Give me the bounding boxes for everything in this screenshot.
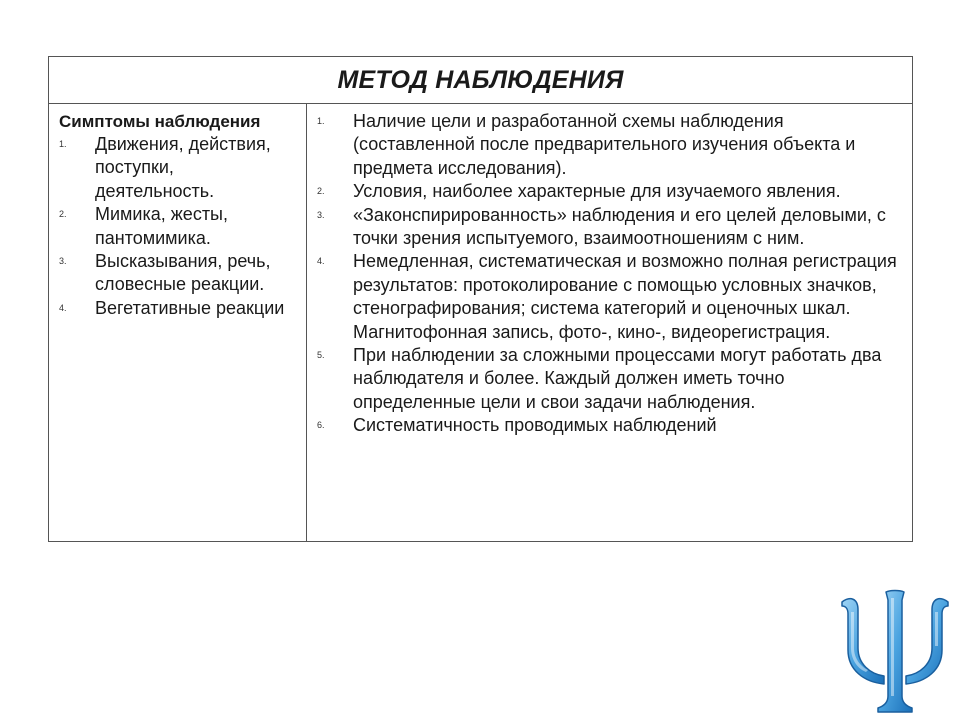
list-number: 3. xyxy=(317,209,325,220)
list-number: 1. xyxy=(59,139,67,149)
list-item-text: Движения, действия, поступки, деятельность. xyxy=(95,134,271,201)
list-number: 1. xyxy=(317,116,325,126)
list-item-text: «Законспирированность» наблюдения и его целей деловыми, с точки зрения испытуемого, взаимоотношениям с ним. xyxy=(353,204,886,249)
list-item-text: Наличие цели и разработанной схемы наблюдения (составленной после предварительного изучения объекта и предмета исследования). xyxy=(353,111,856,178)
list-number: 5. xyxy=(317,350,325,361)
requirements-list xyxy=(317,110,902,438)
list-item-text: Условия, наиболее характерные для изучаемого явления. xyxy=(353,181,841,202)
list-item-text: Вегетативные реакции xyxy=(95,297,285,318)
list-item-text: Высказывания, речь, словесные реакции. xyxy=(95,251,271,295)
list-item xyxy=(317,180,902,203)
psi-icon xyxy=(836,588,954,714)
list-number: 2. xyxy=(317,186,325,197)
requirements-column xyxy=(307,104,912,541)
list-item-text: Немедленная, систематическая и возможно полная регистрация результатов: протоколирование с помощью условных значков, стенографирования; система категорий и оценочных шкал. Магнитофонная запись, фото-, кино-, видеорегистрация. xyxy=(353,251,897,342)
list-number: 4. xyxy=(59,302,67,313)
list-item xyxy=(59,250,298,297)
list-item xyxy=(59,297,298,320)
table-title: МЕТОД НАБЛЮДЕНИЯ xyxy=(49,57,912,104)
list-item xyxy=(317,110,902,180)
method-table xyxy=(48,56,913,542)
list-number: 6. xyxy=(317,420,325,431)
list-item xyxy=(59,133,298,203)
list-item-text: При наблюдении за сложными процессами могут работать два наблюдателя и более. Каждый должен иметь точно определенные цели и свои задачи наблюдения. xyxy=(353,345,882,412)
list-number: 2. xyxy=(59,209,67,220)
list-number: 4. xyxy=(317,256,325,267)
list-item xyxy=(317,414,902,437)
list-item xyxy=(59,203,298,250)
list-item-text: Систематичность проводимых наблюдений xyxy=(353,415,717,436)
list-item xyxy=(317,204,902,251)
table-body xyxy=(49,104,912,541)
list-item xyxy=(317,344,902,414)
list-item xyxy=(317,250,902,344)
symptoms-column xyxy=(49,104,307,541)
list-number: 3. xyxy=(59,256,67,267)
symptoms-list xyxy=(59,133,298,320)
list-item-text: Мимика, жесты, пантомимика. xyxy=(95,204,228,248)
symptoms-title: Симптомы наблюдения xyxy=(59,112,261,131)
